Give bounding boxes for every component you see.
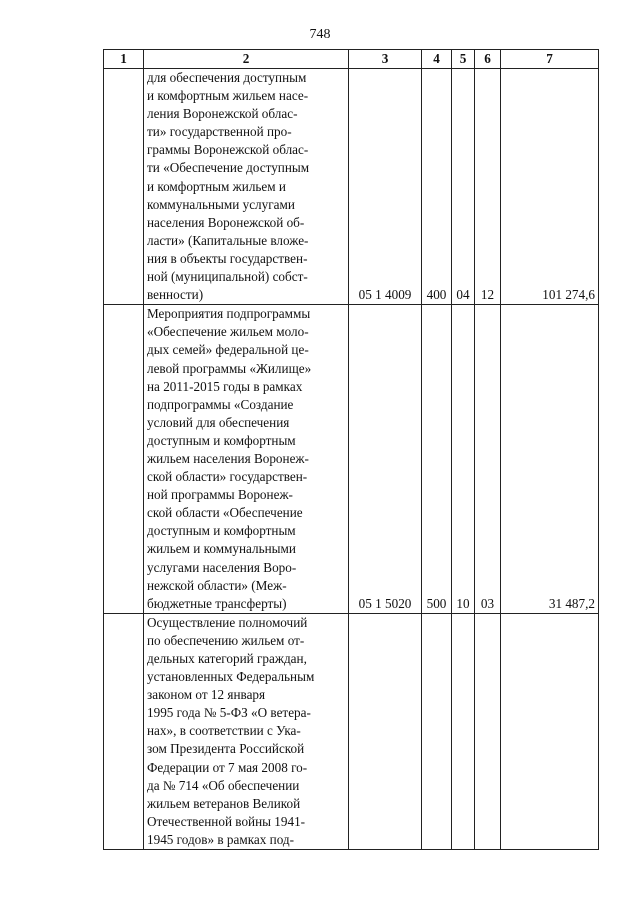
header-col-4: 4	[422, 50, 452, 69]
header-row	[104, 50, 599, 69]
row-name-cell	[144, 69, 349, 305]
name-line: нах», в соответствии с Ука-	[147, 723, 301, 739]
name-line: да № 714 «Об обеспечении	[147, 777, 300, 793]
section-cell: 04	[452, 69, 475, 305]
name-line: населения Воронежской об-	[147, 214, 305, 230]
row-name-cell	[144, 305, 349, 614]
row-name-cell	[144, 613, 349, 849]
table-row	[104, 69, 599, 305]
name-line: зом Президента Российской	[147, 741, 305, 757]
section-cell	[452, 613, 475, 849]
header-col-1: 1	[104, 50, 144, 69]
subsection-cell: 03	[475, 305, 501, 614]
name-line: установленных Федеральным	[147, 669, 315, 685]
row-number-cell	[104, 613, 144, 849]
name-line: для обеспечения доступным	[147, 70, 307, 85]
row-number-cell	[104, 69, 144, 305]
section-cell: 10	[452, 305, 475, 614]
header-col-3: 3	[349, 50, 422, 69]
expense-type-cell: 400	[422, 69, 452, 305]
code-cell	[349, 613, 422, 849]
sum-cell: 31 487,2	[501, 305, 599, 614]
name-line: Федерации от 7 мая 2008 го-	[147, 759, 308, 775]
header-col-6: 6	[475, 50, 501, 69]
budget-table	[103, 49, 599, 850]
page-number: 748	[309, 27, 331, 42]
name-line: законом от 12 января	[147, 687, 266, 703]
name-line: на 2011-2015 годы в рамках	[147, 378, 303, 394]
name-line: нежской области» (Меж-	[147, 577, 287, 593]
name-line: ти «Обеспечение доступным	[147, 160, 310, 176]
name-line: «Обеспечение жильем моло-	[147, 324, 309, 340]
name-line: бюджетные трансферты)	[147, 595, 287, 611]
name-line: ласти» (Капитальные вложе-	[147, 232, 309, 248]
table-row	[104, 305, 599, 614]
header-col-5: 5	[452, 50, 475, 69]
row-number-cell	[104, 305, 144, 614]
name-line: Осуществление полномочий	[147, 614, 308, 630]
name-line: жильем ветеранов Великой	[147, 795, 301, 811]
name-line: дых семей» федеральной це-	[147, 342, 309, 358]
header-col-7: 7	[501, 50, 599, 69]
name-line: подпрограммы «Создание	[147, 396, 294, 412]
subsection-cell: 12	[475, 69, 501, 305]
name-line: и комфортным жильем и	[147, 178, 286, 194]
name-line: услугами населения Воро-	[147, 559, 297, 575]
header-col-2: 2	[144, 50, 349, 69]
name-line: коммунальными услугами	[147, 196, 295, 212]
name-line: ской области» государствен-	[147, 469, 308, 485]
expense-type-cell	[422, 613, 452, 849]
name-line: ной программы Воронеж-	[147, 487, 293, 503]
name-line: ления Воронежской облас-	[147, 106, 298, 122]
name-line: Мероприятия подпрограммы	[147, 306, 311, 322]
name-line: жильем и коммунальными	[147, 541, 296, 557]
code-cell: 05 1 4009	[349, 69, 422, 305]
name-line: доступным и комфортным	[147, 432, 296, 448]
name-line: дельных категорий граждан,	[147, 651, 307, 666]
name-line: и комфортным жильем насе-	[147, 88, 309, 104]
code-cell: 05 1 5020	[349, 305, 422, 614]
name-line: доступным и комфортным	[147, 523, 296, 539]
name-line: по обеспечению жильем от-	[147, 632, 305, 648]
subsection-cell	[475, 613, 501, 849]
expense-type-cell: 500	[422, 305, 452, 614]
name-line: ния в объекты государствен-	[147, 250, 308, 266]
name-line: 1995 года № 5-ФЗ «О ветера-	[147, 705, 311, 721]
name-line: ти» государственной про-	[147, 124, 292, 140]
sum-cell	[501, 613, 599, 849]
table-row	[104, 613, 599, 849]
name-line: левой программы «Жилище»	[147, 360, 312, 376]
sum-cell: 101 274,6	[501, 69, 599, 305]
name-line: венности)	[147, 287, 204, 303]
name-line: условий для обеспечения	[147, 414, 290, 430]
name-line: ной (муниципальной) собст-	[147, 269, 308, 285]
name-line: 1945 годов» в рамках под-	[147, 831, 295, 847]
name-line: ской области «Обеспечение	[147, 505, 303, 521]
name-line: жильем населения Воронеж-	[147, 450, 309, 466]
name-line: Отечественной войны 1941-	[147, 813, 306, 829]
name-line: граммы Воронежской облас-	[147, 142, 309, 158]
